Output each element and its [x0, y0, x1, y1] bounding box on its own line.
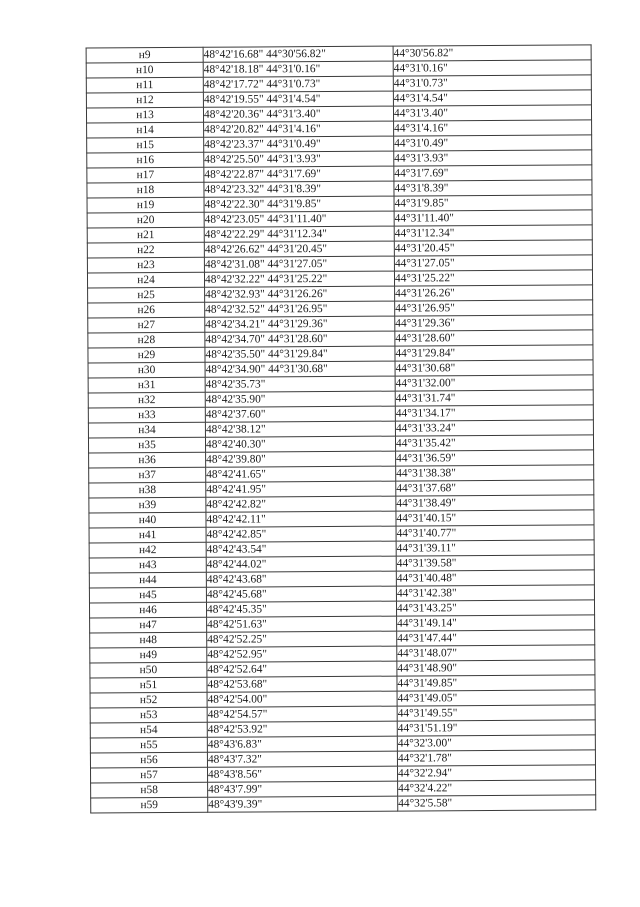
longitude-cell: 44°31'12.34" — [394, 225, 592, 241]
latitude-cell: 48°42'23.37" 44°31'0.49" — [204, 136, 394, 152]
point-name-cell: н35 — [88, 437, 205, 453]
longitude-cell: 44°31'34.17" — [395, 405, 593, 421]
point-name-cell: н10 — [86, 62, 203, 78]
longitude-cell: 44°31'4.16" — [394, 120, 592, 136]
point-name-cell: н31 — [88, 377, 205, 393]
longitude-cell: 44°31'49.55" — [397, 705, 595, 721]
point-name-cell: н40 — [89, 512, 206, 528]
latitude-cell: 48°42'39.80" — [206, 451, 396, 467]
longitude-cell: 44°31'11.40" — [394, 210, 592, 226]
latitude-cell: 48°42'20.82" 44°31'4.16" — [204, 121, 394, 137]
latitude-cell: 48°43'7.32" — [207, 751, 397, 767]
longitude-cell: 44°31'28.60" — [395, 330, 593, 346]
latitude-cell: 48°42'54.57" — [207, 706, 397, 722]
latitude-cell: 48°42'40.30" — [205, 436, 395, 452]
point-name-cell: н16 — [87, 152, 204, 168]
latitude-cell: 48°43'7.99" — [208, 781, 398, 797]
longitude-cell: 44°31'25.22" — [394, 270, 592, 286]
point-name-cell: н20 — [87, 212, 204, 228]
longitude-cell: 44°31'0.73" — [393, 75, 591, 91]
latitude-cell: 48°42'42.11" — [206, 511, 396, 527]
table-row — [91, 795, 596, 813]
latitude-cell: 48°42'45.35" — [206, 601, 396, 617]
longitude-cell: 44°31'38.38" — [396, 465, 594, 481]
latitude-cell: 48°42'22.87" 44°31'7.69" — [204, 166, 394, 182]
latitude-cell: 48°42'52.95" — [207, 646, 397, 662]
point-name-cell: н52 — [90, 692, 207, 708]
latitude-cell: 48°42'35.90" — [205, 391, 395, 407]
longitude-cell: 44°31'8.39" — [394, 180, 592, 196]
longitude-cell: 44°31'31.74" — [395, 390, 593, 406]
latitude-cell: 48°42'26.62" 44°31'20.45" — [204, 241, 394, 257]
longitude-cell: 44°31'42.38" — [396, 585, 594, 601]
latitude-cell: 48°42'52.25" — [207, 631, 397, 647]
latitude-cell: 48°42'20.36" 44°31'3.40" — [203, 106, 393, 122]
longitude-cell: 44°32'1.78" — [397, 750, 595, 766]
latitude-cell: 48°43'6.83" — [207, 736, 397, 752]
point-name-cell: н23 — [87, 257, 204, 273]
longitude-cell: 44°31'3.93" — [394, 150, 592, 166]
latitude-cell: 48°42'34.90" 44°31'30.68" — [205, 361, 395, 377]
latitude-cell: 48°42'42.82" — [206, 496, 396, 512]
longitude-cell: 44°31'32.00" — [395, 375, 593, 391]
longitude-cell: 44°31'49.85" — [397, 675, 595, 691]
latitude-cell: 48°43'8.56" — [207, 766, 397, 782]
point-name-cell: н21 — [87, 227, 204, 243]
longitude-cell: 44°31'38.49" — [396, 495, 594, 511]
longitude-cell: 44°31'26.26" — [395, 285, 593, 301]
latitude-cell: 48°42'35.50" 44°31'29.84" — [205, 346, 395, 362]
point-name-cell: н17 — [87, 167, 204, 183]
point-name-cell: н45 — [89, 587, 206, 603]
point-name-cell: н58 — [91, 782, 208, 798]
latitude-cell: 48°42'54.00" — [207, 691, 397, 707]
latitude-cell: 48°42'25.50" 44°31'3.93" — [204, 151, 394, 167]
point-name-cell: н19 — [87, 197, 204, 213]
longitude-cell: 44°31'49.14" — [397, 615, 595, 631]
point-name-cell: н9 — [86, 47, 203, 63]
longitude-cell: 44°31'20.45" — [394, 240, 592, 256]
longitude-cell: 44°31'27.05" — [394, 255, 592, 271]
point-name-cell: н11 — [86, 77, 203, 93]
point-name-cell: н29 — [88, 347, 205, 363]
point-name-cell: н24 — [87, 272, 204, 288]
longitude-cell: 44°30'56.82" — [393, 45, 591, 61]
latitude-cell: 48°42'34.21" 44°31'29.36" — [205, 316, 395, 332]
latitude-cell: 48°42'53.68" — [207, 676, 397, 692]
longitude-cell: 44°31'40.15" — [396, 510, 594, 526]
point-name-cell: н14 — [87, 122, 204, 138]
latitude-cell: 48°42'32.52" 44°31'26.95" — [205, 301, 395, 317]
point-name-cell: н42 — [89, 542, 206, 558]
longitude-cell: 44°31'39.58" — [396, 555, 594, 571]
point-name-cell: н30 — [88, 362, 205, 378]
point-name-cell: н48 — [90, 632, 207, 648]
point-name-cell: н22 — [87, 242, 204, 258]
latitude-cell: 48°42'23.05" 44°31'11.40" — [204, 211, 394, 227]
point-name-cell: н51 — [90, 677, 207, 693]
point-name-cell: н33 — [88, 407, 205, 423]
point-name-cell: н12 — [86, 92, 203, 108]
latitude-cell: 48°42'52.64" — [207, 661, 397, 677]
longitude-cell: 44°31'40.77" — [396, 525, 594, 541]
longitude-cell: 44°31'0.16" — [393, 60, 591, 76]
longitude-cell: 44°32'2.94" — [397, 765, 595, 781]
point-name-cell: н26 — [88, 302, 205, 318]
latitude-cell: 48°42'38.12" — [205, 421, 395, 437]
point-name-cell: н39 — [89, 497, 206, 513]
latitude-cell: 48°42'43.54" — [206, 541, 396, 557]
point-name-cell: н59 — [91, 797, 208, 813]
point-name-cell: н47 — [90, 617, 207, 633]
point-name-cell: н49 — [90, 647, 207, 663]
longitude-cell: 44°31'35.42" — [395, 435, 593, 451]
latitude-cell: 48°42'22.29" 44°31'12.34" — [204, 226, 394, 242]
longitude-cell: 44°31'48.90" — [397, 660, 595, 676]
point-name-cell: н44 — [89, 572, 206, 588]
longitude-cell: 44°31'4.54" — [393, 90, 591, 106]
longitude-cell: 44°32'3.00" — [397, 735, 595, 751]
longitude-cell: 44°31'29.84" — [395, 345, 593, 361]
longitude-cell: 44°31'29.36" — [395, 315, 593, 331]
latitude-cell: 48°42'42.85" — [206, 526, 396, 542]
point-name-cell: н28 — [88, 332, 205, 348]
latitude-cell: 48°42'22.30" 44°31'9.85" — [204, 196, 394, 212]
latitude-cell: 48°42'45.68" — [206, 586, 396, 602]
latitude-cell: 48°42'44.02" — [206, 556, 396, 572]
longitude-cell: 44°31'33.24" — [395, 420, 593, 436]
point-name-cell: н27 — [88, 317, 205, 333]
longitude-cell: 44°31'51.19" — [397, 720, 595, 736]
latitude-cell: 48°42'18.18" 44°31'0.16" — [203, 61, 393, 77]
point-name-cell: н25 — [88, 287, 205, 303]
point-name-cell: н56 — [90, 752, 207, 768]
point-name-cell: н43 — [89, 557, 206, 573]
longitude-cell: 44°31'26.95" — [395, 300, 593, 316]
longitude-cell: 44°31'0.49" — [394, 135, 592, 151]
point-name-cell: н37 — [89, 467, 206, 483]
coordinates-table — [86, 44, 597, 813]
latitude-cell: 48°42'17.72" 44°31'0.73" — [203, 76, 393, 92]
point-name-cell: н18 — [87, 182, 204, 198]
longitude-cell: 44°31'49.05" — [397, 690, 595, 706]
point-name-cell: н38 — [89, 482, 206, 498]
latitude-cell: 48°42'32.93" 44°31'26.26" — [205, 286, 395, 302]
longitude-cell: 44°31'47.44" — [397, 630, 595, 646]
longitude-cell: 44°31'43.25" — [396, 600, 594, 616]
longitude-cell: 44°31'30.68" — [395, 360, 593, 376]
longitude-cell: 44°32'5.58" — [398, 795, 596, 811]
point-name-cell: н50 — [90, 662, 207, 678]
latitude-cell: 48°42'31.08" 44°31'27.05" — [204, 256, 394, 272]
point-name-cell: н32 — [88, 392, 205, 408]
latitude-cell: 48°42'37.60" — [205, 406, 395, 422]
longitude-cell: 44°31'39.11" — [396, 540, 594, 556]
coordinates-table-body — [86, 45, 596, 813]
longitude-cell: 44°31'37.68" — [396, 480, 594, 496]
longitude-cell: 44°32'4.22" — [398, 780, 596, 796]
latitude-cell: 48°42'43.68" — [206, 571, 396, 587]
point-name-cell: н53 — [90, 707, 207, 723]
latitude-cell: 48°43'9.39" — [208, 796, 398, 812]
longitude-cell: 44°31'3.40" — [393, 105, 591, 121]
latitude-cell: 48°42'34.70" 44°31'28.60" — [205, 331, 395, 347]
longitude-cell: 44°31'36.59" — [396, 450, 594, 466]
longitude-cell: 44°31'9.85" — [394, 195, 592, 211]
latitude-cell: 48°42'53.92" — [207, 721, 397, 737]
point-name-cell: н55 — [90, 737, 207, 753]
point-name-cell: н15 — [87, 137, 204, 153]
latitude-cell: 48°42'51.63" — [207, 616, 397, 632]
point-name-cell: н36 — [89, 452, 206, 468]
latitude-cell: 48°42'23.32" 44°31'8.39" — [204, 181, 394, 197]
latitude-cell: 48°42'19.55" 44°31'4.54" — [203, 91, 393, 107]
point-name-cell: н34 — [88, 422, 205, 438]
latitude-cell: 48°42'41.95" — [206, 481, 396, 497]
latitude-cell: 48°42'32.22" 44°31'25.22" — [204, 271, 394, 287]
point-name-cell: н41 — [89, 527, 206, 543]
longitude-cell: 44°31'40.48" — [396, 570, 594, 586]
latitude-cell: 48°42'35.73" — [205, 376, 395, 392]
point-name-cell: н46 — [89, 602, 206, 618]
point-name-cell: н54 — [90, 722, 207, 738]
longitude-cell: 44°31'48.07" — [397, 645, 595, 661]
longitude-cell: 44°31'7.69" — [394, 165, 592, 181]
point-name-cell: н57 — [90, 767, 207, 783]
point-name-cell: н13 — [86, 107, 203, 123]
latitude-cell: 48°42'16.68" 44°30'56.82" — [203, 46, 393, 62]
latitude-cell: 48°42'41.65" — [206, 466, 396, 482]
